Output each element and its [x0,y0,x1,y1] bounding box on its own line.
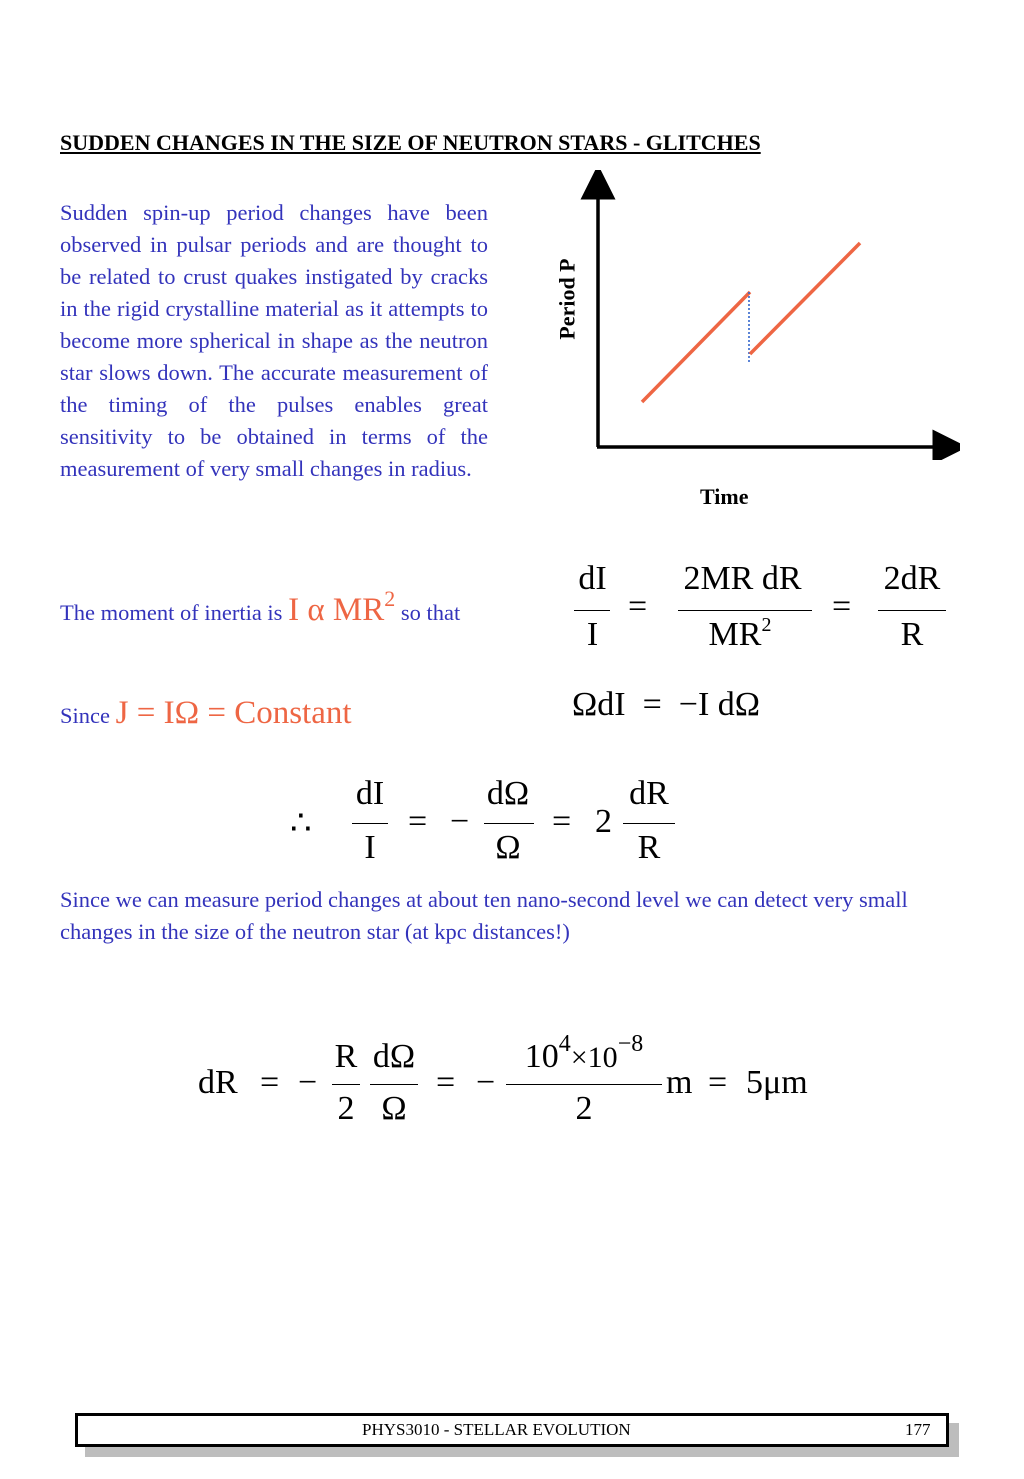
footer-page-number: 177 [905,1420,931,1439]
eq4-unit: m [666,1064,693,1101]
eq4-f1-bar [332,1084,360,1085]
eq4-f2-num: dΩ [372,1038,416,1075]
since-lead: Since [60,703,110,728]
eq3-f1-bar [352,823,388,824]
eq3-f3-num: dR [629,775,669,812]
moment-formula-sup: 2 [384,586,396,611]
eq4-f3-num-base: 10 [524,1038,559,1075]
eq4-f3-num-sup2: −8 [617,1031,644,1057]
eq4-f1-num: R [334,1038,358,1075]
eq1-equals-b: = [832,588,852,625]
equation-2: ΩdI = −I dΩ [572,686,761,723]
eq4-f3-num [504,1031,664,1076]
eq1-lhs-num: dI [578,560,607,597]
x-axis-label: Time [700,484,749,509]
eq4-f3-den: 2 [575,1090,593,1127]
eq1-mid-num: 2MR dR [683,560,802,597]
eq1-lhs-bar [574,610,610,611]
eq3-minus: − [450,803,470,840]
eq4-minus-b: − [476,1064,496,1101]
eq1-lhs-den: I [586,616,599,653]
footer-course-title: PHYS3010 - STELLAR EVOLUTION [362,1420,631,1439]
eq4-f3-num-sup1: 4 [558,1031,571,1057]
eq4-minus-a: − [298,1064,318,1101]
eq1-rhs-den: R [900,616,924,653]
eq3-f3-den: R [637,829,661,866]
eq3-f1-den: I [364,829,376,866]
intro-paragraph: Sudden spin-up period changes have been observed in pulsar periods and are thought to be related to crust quakes instigated by cracks in the rigid crystalline material as it attempts to become more spherical in shape as the neutron star slows down. The accurate measurement of the timing of the pulses enables great sensitivity to be obtained in terms of the measurement of very small changes in radius. [60,200,488,481]
since-line [60,695,352,732]
equation-1 [560,560,960,660]
eq4-equals-a: = [260,1064,280,1101]
eq1-rhs-bar [878,610,946,611]
eq1-mid-den-base: MR [708,616,762,653]
eq3-f1-num: dI [355,775,385,812]
glitch-graph [540,170,960,460]
moment-of-inertia-line [60,586,461,629]
eq1-mid-den-sup: 2 [761,614,772,636]
period-segment-after [750,243,860,354]
page-title: SUDDEN CHANGES IN THE SIZE OF NEUTRON STARS - GLITCHES [60,130,761,155]
detection-paragraph: Since we can measure period changes at about ten nano-second level we can detect very small changes in the size of the neutron star (at kpc distances!) [60,887,908,944]
therefore-symbol: ∴ [290,805,312,842]
equation-3 [290,775,690,875]
eq1-mid-bar [678,610,812,611]
eq4-f2-bar [370,1084,418,1085]
eq3-f2-bar [484,823,534,824]
eq3-equals-a: = [408,803,428,840]
moment-lead: The moment of inertia is [60,600,283,625]
equation-4 [198,1030,838,1140]
eq4-f2-den: Ω [381,1090,407,1127]
eq3-equals-b: = [552,803,572,840]
moment-tail: so that [400,600,461,625]
eq1-mid-den [700,616,780,654]
eq3-coef: 2 [595,803,612,840]
eq3-f3-bar [623,823,675,824]
eq1-rhs-num: 2dR [883,560,941,597]
eq1-equals-a: = [628,588,648,625]
eq4-f3-num-times: ×10 [570,1041,618,1074]
since-formula: J = IΩ = Constant [115,695,352,731]
eq4-f1-den: 2 [337,1090,355,1127]
y-axis-label: Period P [554,258,580,340]
eq4-equals-b: = [436,1064,456,1101]
period-segment-before [642,292,750,402]
eq3-f2-num: dΩ [486,775,530,812]
moment-formula: I α MR [288,592,385,628]
eq4-f3-bar [506,1084,662,1085]
eq4-equals-c: = [708,1064,728,1101]
eq3-f2-den: Ω [495,829,521,866]
eq4-result: 5μm [746,1064,808,1101]
eq4-lhs: dR [198,1064,238,1101]
